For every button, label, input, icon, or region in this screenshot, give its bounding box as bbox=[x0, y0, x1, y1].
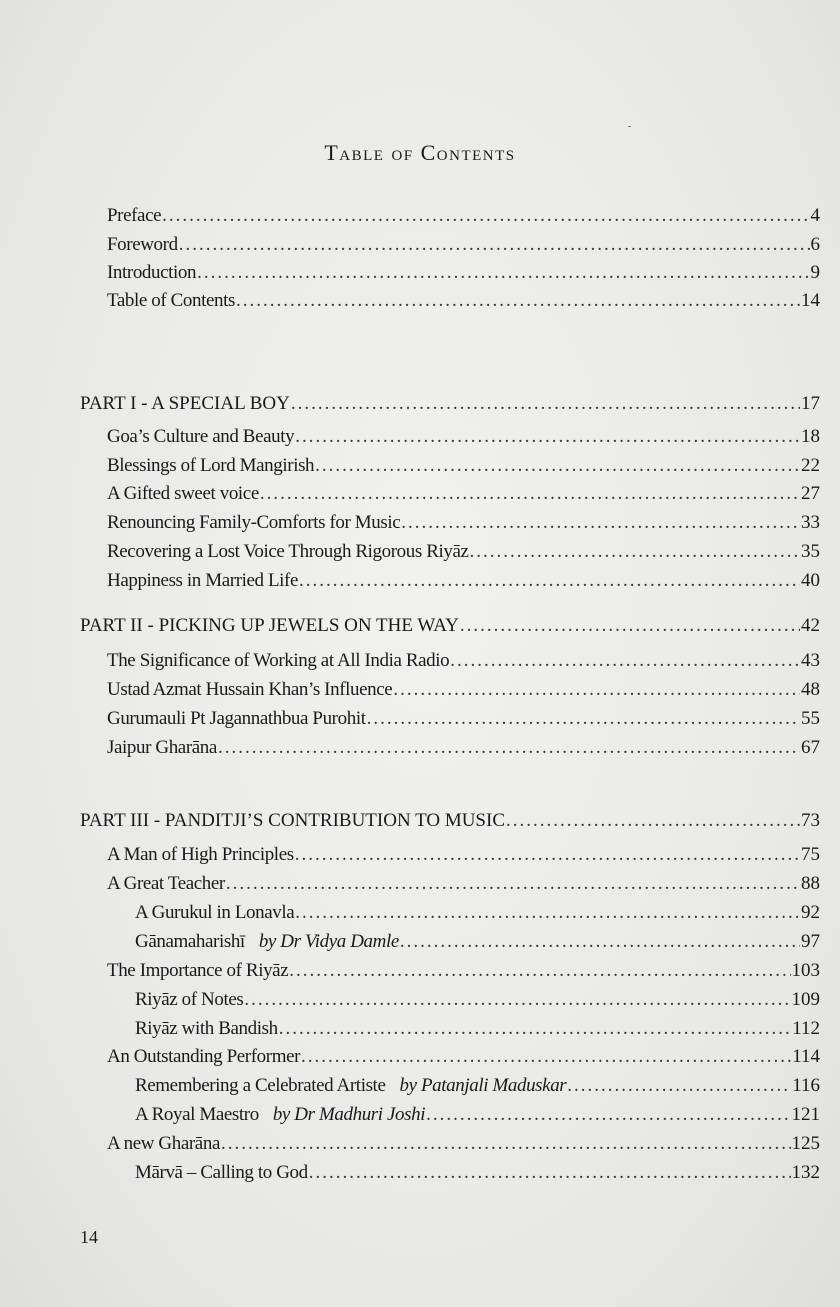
entry-label-text: Goa’s Culture and Beauty bbox=[107, 426, 295, 447]
dot-leader bbox=[450, 649, 800, 673]
entry-label-text: Happiness in Married Life bbox=[107, 570, 299, 591]
entry-author: by Dr Madhuri Joshi bbox=[272, 1104, 426, 1125]
toc-entry bbox=[135, 988, 820, 1012]
dot-leader bbox=[299, 569, 800, 593]
toc-entry bbox=[107, 204, 820, 228]
dot-leader bbox=[260, 482, 800, 506]
toc-page-number: 40 bbox=[801, 570, 820, 591]
dot-leader bbox=[393, 678, 800, 702]
dot-leader bbox=[426, 1103, 790, 1127]
toc-entry bbox=[107, 569, 820, 593]
toc-entry bbox=[107, 425, 820, 449]
entry-label-text: Preface bbox=[107, 205, 162, 226]
toc-entry bbox=[107, 678, 820, 702]
entry-label-text: Renouncing Family-Comforts for Music bbox=[107, 512, 401, 533]
toc-entry-title bbox=[80, 809, 505, 833]
toc-entry bbox=[107, 454, 820, 478]
entry-label-text: Foreword bbox=[107, 234, 178, 255]
dot-leader bbox=[470, 540, 800, 564]
toc-page-number: 121 bbox=[791, 1104, 820, 1125]
entry-label-text: An Outstanding Performer bbox=[107, 1046, 301, 1067]
entry-label-text: A Man of High Principles bbox=[107, 844, 294, 865]
toc-entry-title bbox=[107, 511, 400, 535]
toc-page-number: 109 bbox=[791, 989, 820, 1010]
toc-entry bbox=[107, 511, 820, 535]
toc-entry-title bbox=[107, 872, 225, 896]
toc-entry bbox=[107, 959, 820, 983]
toc-entry-title bbox=[107, 649, 449, 673]
toc-page-number: 67 bbox=[801, 737, 820, 758]
dot-leader bbox=[400, 930, 800, 954]
toc-part-heading bbox=[80, 392, 820, 416]
dot-leader bbox=[567, 1074, 791, 1098]
toc-page-number: 35 bbox=[801, 541, 820, 562]
entry-label-text: Remembering a Celebrated Artiste bbox=[135, 1075, 386, 1096]
dot-leader bbox=[315, 454, 800, 478]
toc-entry-title bbox=[135, 988, 243, 1012]
toc-entry bbox=[135, 901, 820, 925]
toc-entry bbox=[107, 736, 820, 760]
toc-entry-title bbox=[135, 1017, 278, 1041]
dot-leader bbox=[506, 809, 800, 833]
toc-entry bbox=[107, 482, 820, 506]
toc-entry-title bbox=[107, 1132, 220, 1156]
entry-label-text: A new Gharāna bbox=[107, 1133, 220, 1154]
toc-entry bbox=[135, 1017, 820, 1041]
toc-page-number: 43 bbox=[801, 650, 820, 671]
toc-entry-title bbox=[80, 392, 290, 416]
toc-entry-title bbox=[107, 204, 161, 228]
toc-page-number: 132 bbox=[791, 1162, 820, 1183]
toc-page-number: 27 bbox=[801, 483, 820, 504]
toc-entry-title bbox=[107, 261, 196, 285]
toc-page-number: 33 bbox=[801, 512, 820, 533]
toc-page-number: 75 bbox=[801, 844, 820, 865]
toc-entry-title bbox=[107, 454, 314, 478]
dot-leader bbox=[289, 959, 790, 983]
entry-label-text: Gānamaharishī bbox=[135, 931, 245, 952]
toc-entry bbox=[107, 707, 820, 731]
toc-entry-title bbox=[107, 843, 294, 867]
toc-entry-title bbox=[135, 1074, 566, 1098]
toc-entry bbox=[107, 649, 820, 673]
entry-label-text: The Importance of Riyāz bbox=[107, 960, 289, 981]
entry-label-text: PART II - PICKING UP JEWELS ON THE WAY bbox=[80, 615, 459, 636]
toc-entry-title bbox=[107, 678, 392, 702]
toc-part-heading bbox=[80, 809, 820, 833]
entry-label-text: PART III - PANDITJI’S CONTRIBUTION TO MUSIC bbox=[80, 810, 505, 831]
toc-entry bbox=[107, 1045, 820, 1069]
entry-label-text: Ustad Azmat Hussain Khan’s Influence bbox=[107, 679, 393, 700]
toc-entry bbox=[107, 1132, 820, 1156]
toc-entry bbox=[107, 289, 820, 313]
entry-label-text: A Royal Maestro bbox=[135, 1104, 259, 1125]
toc-entry-title bbox=[107, 425, 294, 449]
entry-label-text: A Gifted sweet voice bbox=[107, 483, 259, 504]
entry-label-text: Blessings of Lord Mangirish bbox=[107, 455, 315, 476]
toc-entry bbox=[107, 540, 820, 564]
toc-page-number: 18 bbox=[801, 426, 820, 447]
dot-leader bbox=[295, 901, 800, 925]
toc-entry-title bbox=[107, 233, 178, 257]
dot-leader bbox=[221, 1132, 791, 1156]
entry-label-text: Riyāz of Notes bbox=[135, 989, 244, 1010]
toc-entry-title bbox=[135, 1103, 425, 1127]
toc-page-number: 114 bbox=[792, 1046, 820, 1067]
entry-author: by Patanjali Maduskar bbox=[399, 1075, 567, 1096]
entry-label-text: PART I - A SPECIAL BOY bbox=[80, 393, 290, 414]
toc-entry bbox=[135, 1161, 820, 1185]
toc-entry bbox=[107, 872, 820, 896]
dot-leader bbox=[279, 1017, 792, 1041]
dot-leader bbox=[218, 736, 800, 760]
toc-page-number: 14 bbox=[801, 290, 820, 311]
entry-label-text: A Great Teacher bbox=[107, 873, 225, 894]
top-mark: - bbox=[628, 121, 632, 132]
dot-leader bbox=[309, 1161, 791, 1185]
toc-page-number: 9 bbox=[810, 262, 820, 283]
entry-label-text: Recovering a Lost Voice Through Rigorous Riyāz bbox=[107, 541, 469, 562]
toc-page-number: 48 bbox=[801, 679, 820, 700]
toc-page-number: 97 bbox=[801, 931, 820, 952]
dot-leader bbox=[244, 988, 790, 1012]
dot-leader bbox=[179, 233, 810, 257]
dot-leader bbox=[226, 872, 800, 896]
dot-leader bbox=[367, 707, 800, 731]
entry-label-text: Mārvā – Calling to God bbox=[135, 1162, 308, 1183]
toc-page-number: 103 bbox=[791, 960, 820, 981]
dot-leader bbox=[197, 261, 809, 285]
toc-entry-title bbox=[107, 540, 469, 564]
dot-leader bbox=[295, 425, 800, 449]
toc-page-number: 6 bbox=[810, 234, 820, 255]
toc-entry bbox=[135, 1074, 820, 1098]
page-number: 14 bbox=[80, 1227, 98, 1247]
page-title: Table of Contents bbox=[324, 140, 516, 165]
toc-page-number: 112 bbox=[792, 1018, 820, 1039]
entry-label-text: Gurumauli Pt Jagannathbua Purohit bbox=[107, 708, 366, 729]
toc-page-number: 42 bbox=[801, 615, 820, 636]
toc-page-number: 22 bbox=[801, 455, 820, 476]
toc-entry-title bbox=[107, 959, 288, 983]
dot-leader bbox=[295, 843, 800, 867]
toc-page-number: 55 bbox=[801, 708, 820, 729]
toc-entry bbox=[135, 1103, 820, 1127]
dot-leader bbox=[162, 204, 809, 228]
toc-entry-title bbox=[107, 1045, 300, 1069]
toc-entry-title bbox=[135, 901, 294, 925]
entry-label-text: Jaipur Gharāna bbox=[107, 737, 217, 758]
toc-page-number: 88 bbox=[801, 873, 820, 894]
toc-entry-title bbox=[80, 614, 459, 638]
toc-page-number: 116 bbox=[792, 1075, 820, 1096]
dot-leader bbox=[460, 614, 800, 638]
entry-label-text: Riyāz with Bandish bbox=[135, 1018, 278, 1039]
toc-entry-title bbox=[135, 930, 399, 954]
entry-label-text: Table of Contents bbox=[107, 290, 236, 311]
dot-leader bbox=[301, 1045, 791, 1069]
entry-label-text: A Gurukul in Lonavla bbox=[135, 902, 295, 923]
dot-leader bbox=[401, 511, 800, 535]
toc-page-number: 4 bbox=[810, 205, 820, 226]
toc-entry-title bbox=[107, 482, 259, 506]
toc-entry bbox=[135, 930, 820, 954]
toc-page-number: 92 bbox=[801, 902, 820, 923]
entry-label-text: The Significance of Working at All India Radio bbox=[107, 650, 450, 671]
entry-author: by Dr Vidya Damle bbox=[258, 931, 399, 952]
toc-entry-title bbox=[107, 569, 298, 593]
toc-page-number: 17 bbox=[801, 393, 820, 414]
entry-label-text: Introduction bbox=[107, 262, 197, 283]
toc-entry-title bbox=[135, 1161, 308, 1185]
toc-entry bbox=[107, 233, 820, 257]
toc-entry bbox=[107, 843, 820, 867]
toc-page-number: 125 bbox=[791, 1133, 820, 1154]
dot-leader bbox=[291, 392, 800, 416]
toc-page-number: 73 bbox=[801, 810, 820, 831]
toc-part-heading bbox=[80, 614, 820, 638]
toc-entry-title bbox=[107, 736, 217, 760]
dot-leader bbox=[236, 289, 800, 313]
toc-entry bbox=[107, 261, 820, 285]
toc-entry-title bbox=[107, 707, 366, 731]
toc-entry-title bbox=[107, 289, 235, 313]
